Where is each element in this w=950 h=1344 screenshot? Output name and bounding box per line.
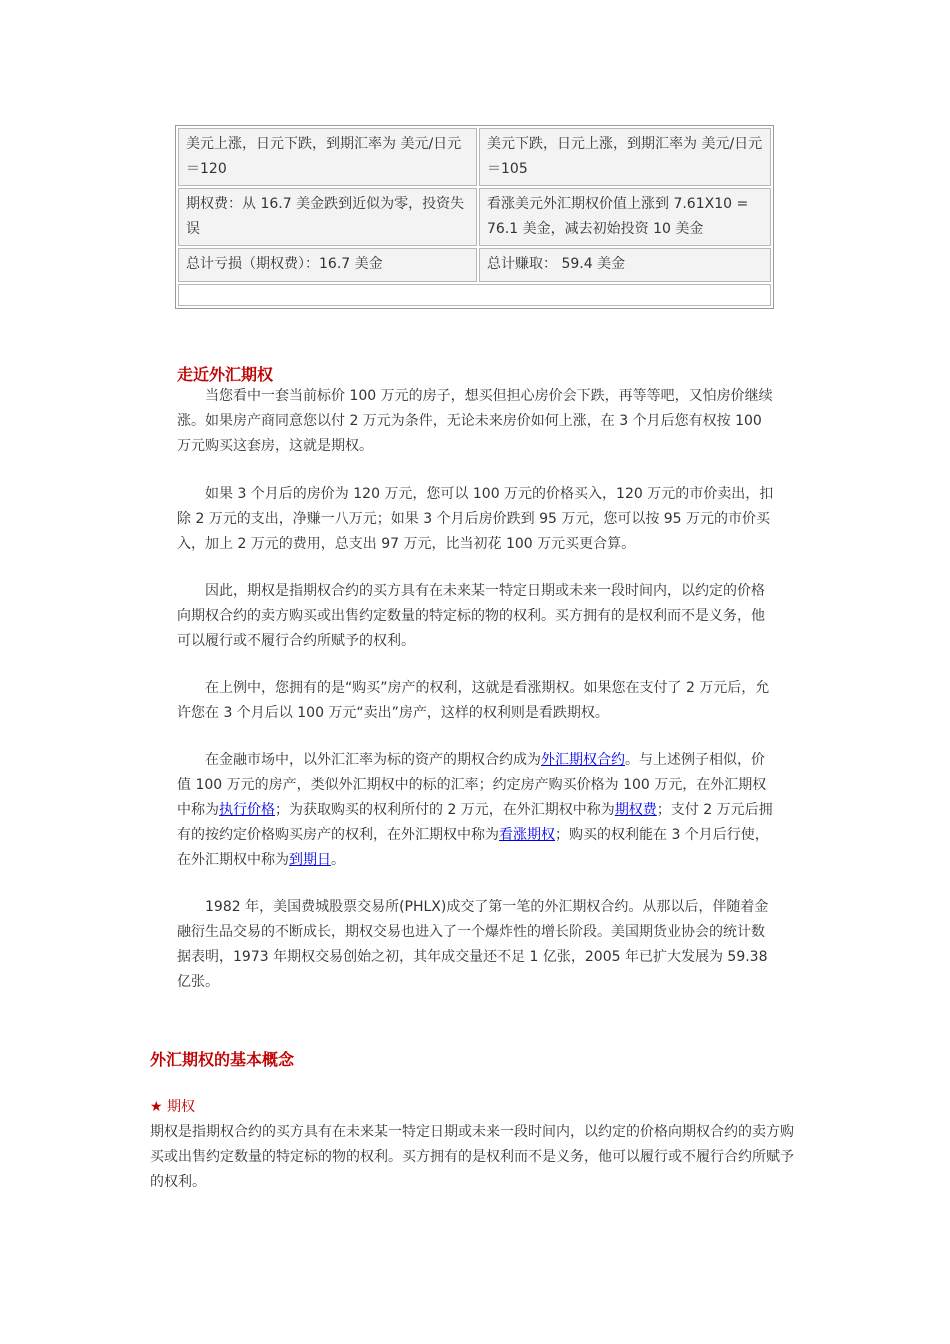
table-cell: 期权费：从 16.7 美金跌到近似为零，投资失误 xyxy=(178,188,477,246)
paragraph-with-links xyxy=(177,748,777,873)
paragraph: 当您看中一套当前标价 100 万元的房子，想买但担心房价会下跌，再等等吧，又怕房价继续涨。如果房产商同意您以付 2 万元为条件，无论未来房价如何上涨，在 3 个月后您有权按 100 万元购买这套房，这就是期权。 xyxy=(177,388,773,454)
table-cell: 看涨美元外汇期权价值上涨到 7.61X10 = 76.1 美金，减去初始投资 10 美金 xyxy=(479,188,771,246)
text: 。 xyxy=(331,852,345,868)
table-cell: 美元上涨，日元下跌，到期汇率为 美元/日元＝120 xyxy=(178,128,477,186)
table-empty-row xyxy=(178,284,771,306)
comparison-table xyxy=(175,125,774,309)
text: 。与上述例子相似，价值 100 万元的房产，类似外汇期权中的标的汇率；约定房产购买价格为 100 万元，在外汇期权中称为 xyxy=(177,752,767,818)
text: 在金融市场中，以外汇汇率为标的资产的期权合约成为 xyxy=(177,752,541,768)
link-premium[interactable]: 期权费 xyxy=(614,802,657,818)
table-row xyxy=(178,128,771,186)
table-cell-empty xyxy=(178,284,771,306)
section-heading: 走近外汇期权 xyxy=(177,365,274,384)
link-call-option[interactable]: 看涨期权 xyxy=(499,827,555,843)
paragraph: 如果 3 个月后的房价为 120 万元，您可以 100 万元的价格买入，120 万元的市价卖出，扣除 2 万元的支出，净赚一八万元；如果 3 个月后房价跌到 95 万元，您可以按 95 万元的市价买入，加上 2 万元的费用，总支出 97 万元，比当初花 100 万元买更合算。 xyxy=(177,486,774,552)
paragraph: 期权是指期权合约的买方具有在未来某一特定日期或未来一段时间内，以约定的价格向期权合约的卖方购买或出售约定数量的特定标的物的权利。买方拥有的是权利而不是义务，他可以履行或不履行合约所赋予的权利。 xyxy=(150,1124,794,1190)
item-label: ★ 期权 xyxy=(150,1099,196,1115)
text: ；购买的权利能在 3 个月后行使，在外汇期权中称为 xyxy=(177,827,769,868)
section-heading: 外汇期权的基本概念 xyxy=(150,1050,295,1069)
paragraph: 1982 年，美国费城股票交易所(PHLX)成交了第一笔的外汇期权合约。从那以后，伴随着金融衍生品交易的不断成长，期权交易也进入了一个爆炸性的增长阶段。美国期货业协会的统计数据表明，1973 年期权交易创始之初，其年成交量还不足 1 亿张，2005 年已扩大发展为 59.38 亿张。 xyxy=(177,899,769,990)
table-cell: 美元下跌，日元上涨，到期汇率为 美元/日元＝105 xyxy=(479,128,771,186)
link-fx-option-contract[interactable]: 外汇期权合约 xyxy=(541,752,625,768)
table-row xyxy=(178,188,771,246)
table-row xyxy=(178,248,771,282)
table-cell: 总计亏损（期权费）：16.7 美金 xyxy=(178,248,477,282)
text: ；支付 2 万元后拥有的按约定价格购买房产的权利，在外汇期权中称为 xyxy=(177,802,773,843)
link-expiry-date[interactable]: 到期日 xyxy=(289,852,331,868)
table-cell: 总计赚取： 59.4 美金 xyxy=(479,248,771,282)
paragraph: 因此，期权是指期权合约的买方具有在未来某一特定日期或未来一段时间内，以约定的价格向期权合约的卖方购买或出售约定数量的特定标的物的权利。买方拥有的是权利而不是义务，他可以履行或不履行合约所赋予的权利。 xyxy=(177,583,765,649)
paragraph: 在上例中，您拥有的是“购买”房产的权利，这就是看涨期权。如果您在支付了 2 万元后，允许您在 3 个月后以 100 万元“卖出”房产，这样的权利则是看跌期权。 xyxy=(177,680,770,721)
link-strike-price[interactable]: 执行价格 xyxy=(219,802,275,818)
text: ；为获取购买的权利所付的 2 万元，在外汇期权中称为 xyxy=(275,802,615,818)
